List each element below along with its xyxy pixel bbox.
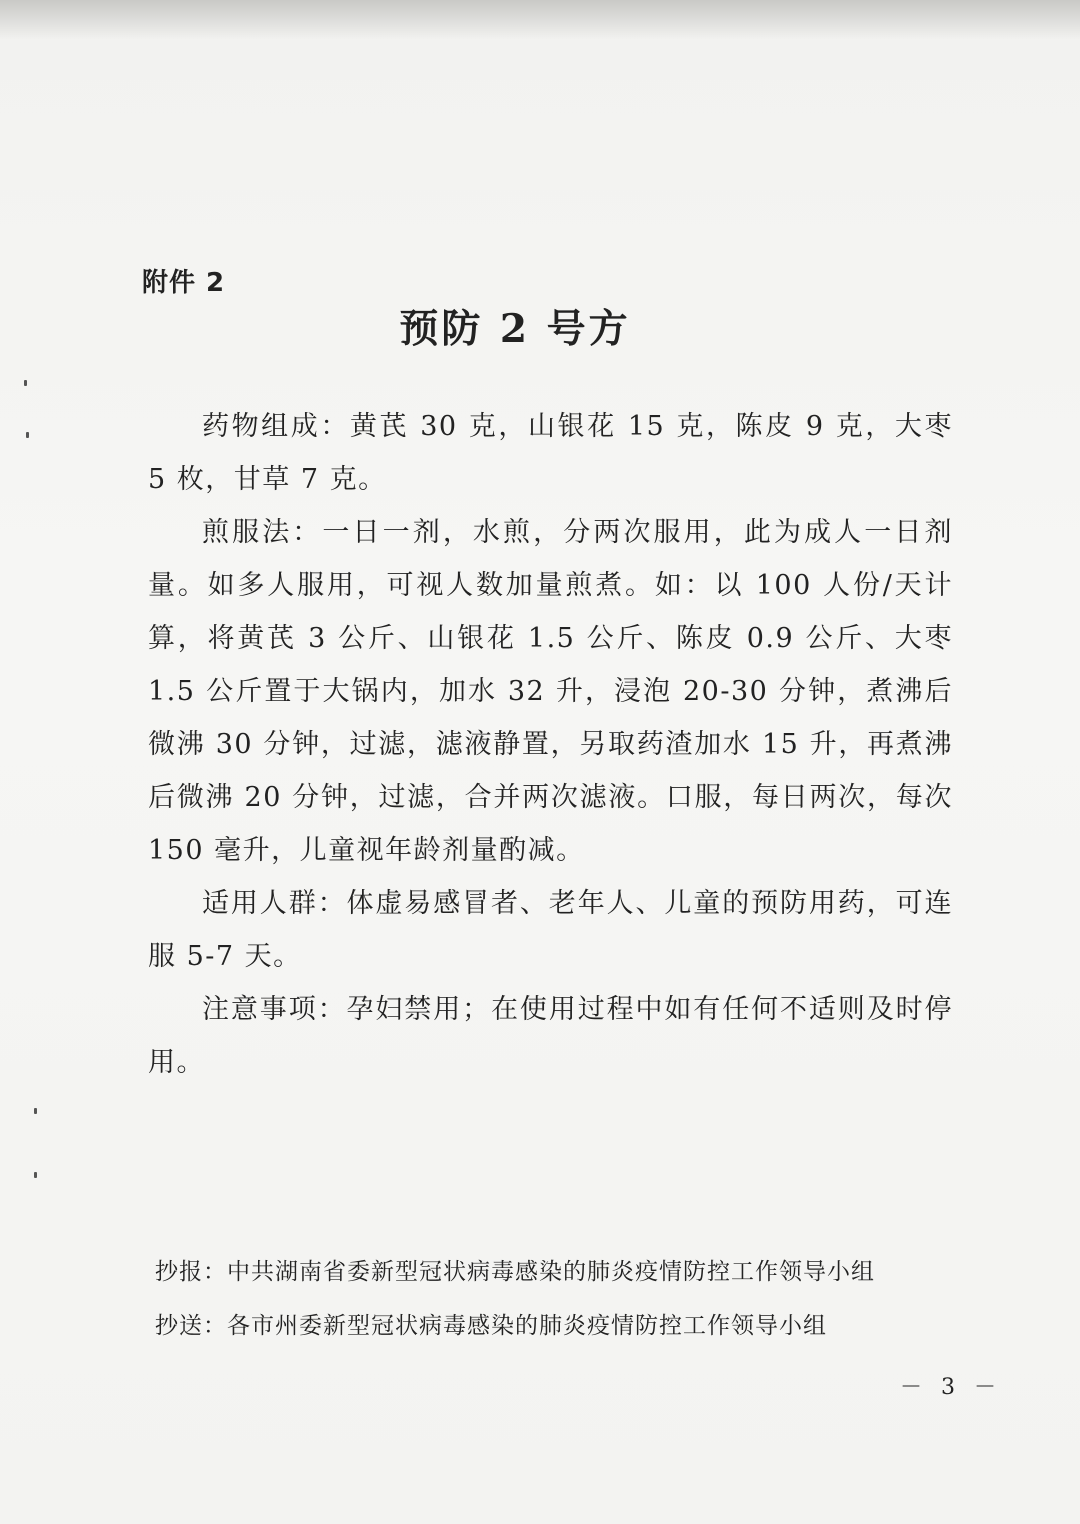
scan-speck bbox=[34, 1108, 37, 1114]
page-number: － 3 － bbox=[900, 1375, 1002, 1400]
document-title: 预防 2 号方 bbox=[399, 306, 631, 352]
distribution-footer bbox=[155, 1245, 975, 1353]
paragraph-target-group: 适用人群：体虚易感冒者、老年人、儿童的预防用药，可连服 5-7 天。 bbox=[148, 888, 953, 972]
scan-speck bbox=[26, 432, 29, 438]
paragraph-preparation: 煎服法：一日一剂，水煎，分两次服用，此为成人一日剂量。如多人服用，可视人数加量煎煮。如：以 100 人份/天计算，将黄芪 3 公斤、山银花 1.5 公斤、陈皮 0.9 公斤、大枣 1.5 公斤置于大锅内，加水 32 升，浸泡 20-30 分钟，煮沸后微沸 30 分钟，过滤，滤液静置，另取药渣加水 15 升，再煮沸后微沸 20 分钟，过滤，合并两次滤液。口服，每日两次，每次 150 毫升，儿童视年龄剂量酌减。 bbox=[148, 517, 953, 866]
cc-send-line: 抄送：各市州委新型冠状病毒感染的肺炎疫情防控工作领导小组 bbox=[155, 1313, 827, 1339]
scan-speck bbox=[34, 1172, 37, 1178]
paragraph-precautions: 注意事项：孕妇禁用；在使用过程中如有任何不适则及时停用。 bbox=[148, 994, 953, 1078]
paragraph-composition: 药物组成：黄芪 30 克，山银花 15 克，陈皮 9 克，大枣 5 枚，甘草 7 克。 bbox=[148, 411, 953, 495]
scan-speck bbox=[24, 380, 27, 386]
document-body bbox=[148, 400, 953, 1089]
scan-shadow bbox=[0, 0, 1080, 40]
attachment-label: 附件 2 bbox=[142, 268, 226, 298]
cc-report-line: 抄报：中共湖南省委新型冠状病毒感染的肺炎疫情防控工作领导小组 bbox=[155, 1259, 875, 1285]
